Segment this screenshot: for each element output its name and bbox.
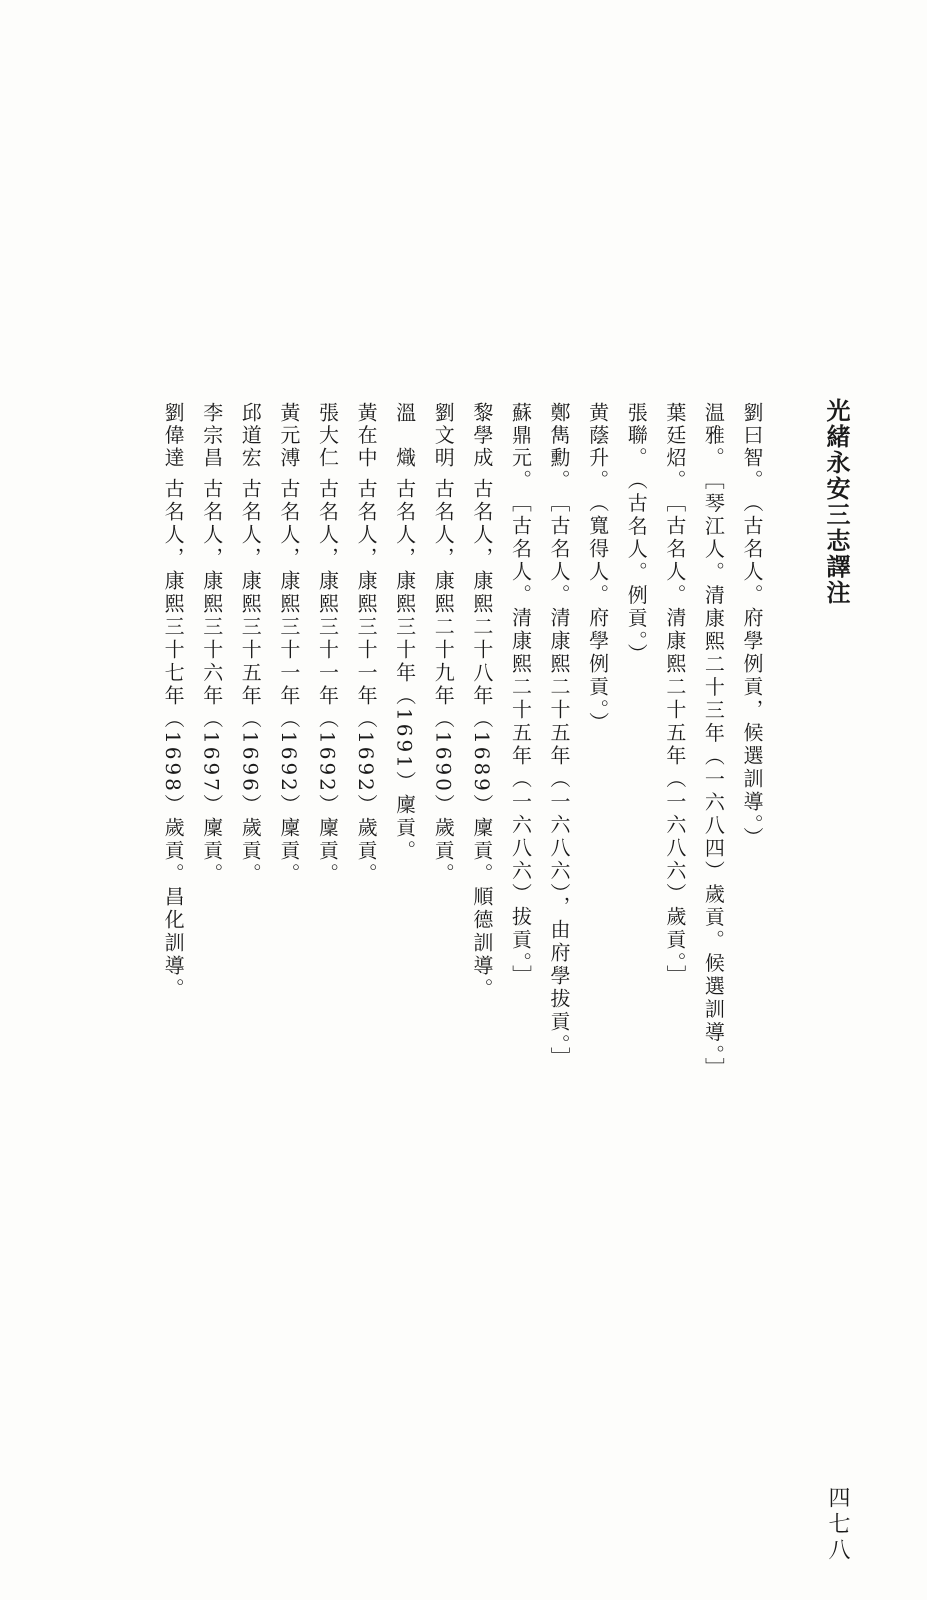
entry [274, 402, 304, 1022]
entry-detail: ［古名人。清康熙二十五年（一六八六），由府學拔貢。］ [547, 492, 572, 1070]
entry [197, 402, 227, 1022]
entry [158, 402, 188, 1022]
entry-name: 黃元溥 [276, 402, 301, 470]
entry-name: 邱道宏 [238, 402, 263, 470]
entry-name: 李宗昌 [199, 402, 224, 470]
entry-detail: （古名人。府學例貢，候選訓導。） [740, 492, 764, 850]
entry [312, 402, 342, 1022]
entry-detail: ［古名人。清康熙二十五年（一六八六）拔貢。］ [508, 492, 533, 988]
page-number: 四七八 [825, 1486, 850, 1564]
entry-name: 劉文明 [431, 402, 456, 470]
entry-name: 劉偉達 [161, 402, 186, 470]
entry [467, 402, 497, 1022]
entry-detail: 古名人，康熙三十七年（1698）歲貢。昌化訓導。 [161, 478, 186, 1001]
running-head: 光緒永安三志譯注 [822, 398, 851, 606]
entry-name: 蘇鼎元。 [508, 402, 533, 492]
entry-name: 黃在中 [354, 402, 379, 470]
entry-detail: 古名人，康熙三十一年（1692）歲貢。 [354, 478, 379, 886]
entry-detail: ［古名人。清康熙二十五年（一六八六）歲貢。］ [662, 492, 687, 988]
entry-name: 劉曰智。 [740, 402, 764, 492]
entry-name: 溫 熾 [392, 402, 417, 470]
entry-detail: （古名人。例貢。） [624, 469, 649, 667]
entry-detail: 古名人，康熙二十九年（1690）歲貢。 [431, 478, 456, 886]
entry [235, 402, 265, 1022]
entry [505, 402, 535, 1022]
entry-detail: 古名人，康熙三十五年（1696）歲貢。 [238, 478, 263, 886]
entry-detail: 古名人，康熙三十一年（1692）廩貢。 [276, 478, 301, 886]
entry-detail: 古名人，康熙三十六年（1697）廩貢。 [199, 478, 224, 886]
entry [351, 402, 381, 1022]
entry-detail: 古名人，康熙三十一年（1692）廩貢。 [315, 478, 340, 886]
entry-detail: 古名人，康熙二十八年（1689）廩貢。順德訓導。 [469, 478, 494, 1001]
entry-name: 張聯。 [624, 402, 649, 470]
entry-detail: 古名人，康熙三十年（1691）廩貢。 [392, 478, 417, 863]
entry [621, 402, 651, 1022]
entry [660, 402, 690, 1022]
entry-detail: ［琴江人。清康熙二十三年（一六八四）歲貢。候選訓導。］ [701, 469, 726, 1081]
entry [428, 402, 458, 1022]
entries-list [158, 402, 767, 1081]
entry-name: 温雅。 [701, 402, 726, 470]
entry [390, 402, 420, 1022]
entry [737, 402, 767, 1022]
entry [544, 402, 574, 1070]
entry-name: 鄭雋勳。 [547, 402, 572, 492]
entry [698, 402, 728, 1081]
entry-name: 黄蔭升。 [585, 402, 610, 492]
entry-name: 黎學成 [469, 402, 494, 470]
entry-name: 張大仁 [315, 402, 340, 470]
entry-name: 葉廷炤。 [662, 402, 687, 492]
entry-detail: （寬得人。府學例貢。） [585, 492, 610, 735]
entry [583, 402, 613, 1022]
